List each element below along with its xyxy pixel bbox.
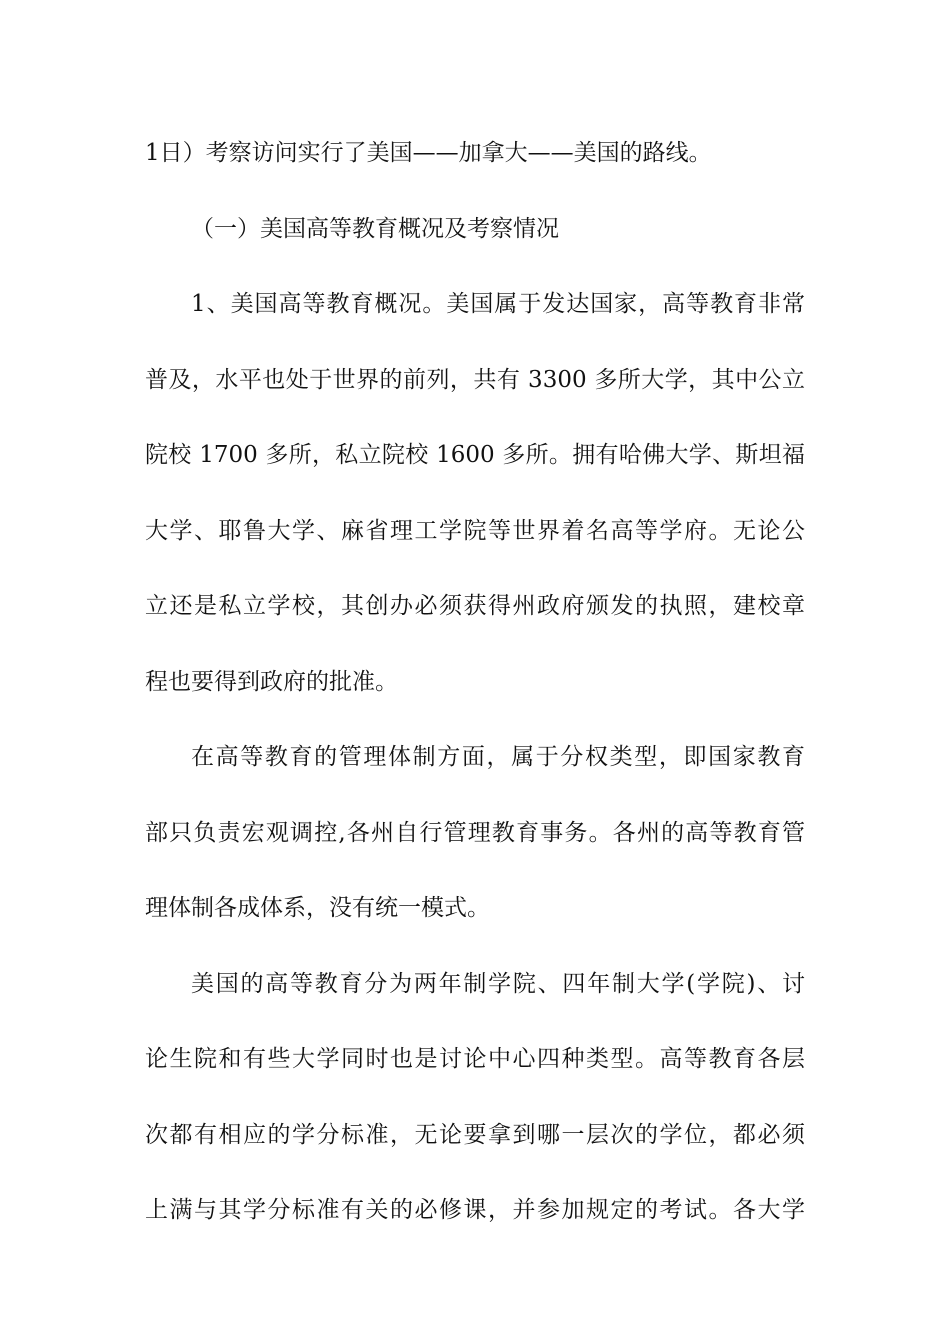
text-line: 上满与其学分标准有关的必修课，并参加规定的考试。各大学: [145, 1197, 805, 1223]
paragraph-types: [145, 956, 805, 1258]
text-line: 美国的高等教育分为两年制学院、四年制大学(学院)、讨: [191, 970, 805, 997]
paragraph-route: [145, 125, 805, 201]
section-heading: [145, 201, 805, 277]
text-line: 论生院和有些大学同时也是讨论中心四种类型。高等教育各层: [145, 1046, 805, 1072]
heading-line: （一）美国高等教育概况及考察情况: [191, 215, 559, 242]
text-line: 在高等教育的管理体制方面，属于分权类型，即国家教育: [191, 744, 805, 770]
text-line: 程也要得到政府的批准。: [145, 668, 398, 695]
text-line: 院校 1700 多所，私立院校 1600 多所。拥有哈佛大学、斯坦福: [145, 442, 805, 468]
document-body: [145, 125, 805, 1258]
text-line: 立还是私立学校，其创办必须获得州政府颁发的执照，建校章: [145, 593, 805, 619]
text-line: 普及，水平也处于世界的前列，共有 3300 多所大学，其中公立: [145, 366, 805, 393]
text-line: 部只负责宏观调控,各州自行管理教育事务。各州的高等教育管: [145, 819, 805, 846]
text-line: 1日）考察访问实行了美国——加拿大——美国的路线。: [145, 140, 712, 166]
text-line: 大学、耶鲁大学、麻省理工学院等世界着名高等学府。无论公: [145, 517, 805, 544]
paragraph-overview: [145, 276, 805, 729]
text-line: 理体制各成体系，没有统一模式。: [145, 895, 490, 921]
text-line: 次都有相应的学分标准，无论要拿到哪一层次的学位，都必须: [145, 1121, 805, 1148]
paragraph-management: [145, 729, 805, 956]
text-line: 1、美国高等教育概况。美国属于发达国家，高等教育非常: [191, 291, 805, 317]
